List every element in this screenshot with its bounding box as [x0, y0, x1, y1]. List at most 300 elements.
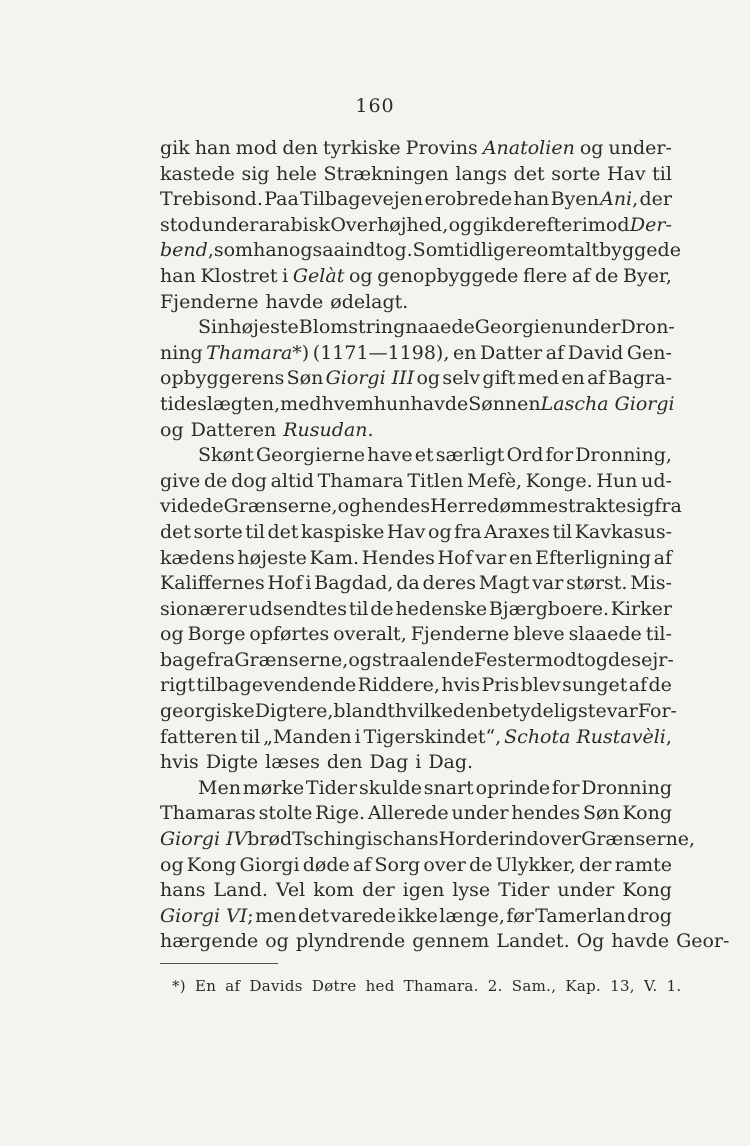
word: de [469, 853, 493, 876]
word: som [213, 239, 254, 262]
word: og [160, 418, 184, 441]
word: igen [402, 879, 445, 902]
text-line [160, 648, 672, 674]
word: Giorgi IV [160, 828, 248, 851]
word: Klostret [200, 264, 278, 287]
word: Datteren [190, 418, 277, 441]
word: Hof [437, 546, 473, 569]
word: Skønt [198, 444, 254, 467]
word: Men [198, 776, 241, 799]
word: til [552, 520, 573, 543]
word: Der- [629, 213, 672, 236]
word: Digte [205, 751, 259, 774]
word: Georgien [474, 316, 564, 339]
text-line [160, 622, 672, 648]
word: bleve [513, 623, 565, 646]
word: Giorgi VI; [160, 904, 254, 927]
word: kædens [160, 546, 235, 569]
word: Tamerlan [535, 904, 626, 927]
word: Horder [438, 828, 509, 851]
word: Søn [286, 367, 324, 390]
word: ramte [614, 853, 672, 876]
word: Hof [267, 572, 303, 595]
word: slaaede [568, 623, 642, 646]
word: han [160, 264, 196, 287]
word: hans [160, 879, 206, 902]
text-line [160, 801, 672, 827]
word: tilbagevendende [196, 674, 357, 697]
word: de [370, 597, 394, 620]
text-line [160, 673, 672, 699]
text-line [160, 853, 672, 879]
word: i [415, 751, 422, 774]
word: videde [160, 495, 224, 518]
word: en [508, 546, 533, 569]
word: Magt [478, 572, 530, 595]
paragraph [160, 136, 681, 315]
text-line [160, 597, 672, 623]
text-line [160, 136, 672, 162]
word: Gen- [626, 341, 672, 364]
word: ud- [641, 469, 672, 492]
word: med [517, 367, 560, 390]
word: plyndrende [295, 930, 406, 953]
text-line [160, 750, 672, 776]
word: et [414, 444, 434, 467]
word: af [587, 367, 606, 390]
text-line [160, 571, 672, 597]
word: Riddere, [357, 674, 440, 697]
word: Araxes [484, 520, 550, 543]
word: opbyggerens [160, 367, 285, 390]
word: Grænserne, [581, 828, 696, 851]
word: (1171—1198), [312, 341, 450, 364]
text-line [160, 290, 672, 316]
word: Rusudan. [283, 418, 374, 441]
text-line [160, 699, 677, 725]
word: Giorgi [239, 853, 300, 876]
word: omtalt [536, 239, 600, 262]
word: og [337, 495, 362, 518]
word: under [557, 879, 615, 902]
word: over [423, 853, 466, 876]
word: arabisk [258, 213, 330, 236]
word: hvilke [395, 700, 453, 723]
word: varede [330, 904, 397, 927]
text-line [160, 904, 672, 930]
word: modtog [535, 648, 608, 671]
word: Landet. [496, 930, 570, 953]
word: hvis [441, 674, 481, 697]
word: dog [231, 469, 267, 492]
word: Dag [369, 751, 409, 774]
word: Mis- [630, 572, 672, 595]
word: langs [455, 162, 507, 185]
word: Thamaras [160, 802, 256, 825]
word: Blomstring [298, 316, 406, 339]
word: mørke [242, 776, 305, 799]
word: blev [520, 674, 561, 697]
word: med [280, 392, 322, 415]
word: rigt [160, 674, 195, 697]
word: genopbyggede [377, 264, 519, 287]
word: havde [410, 392, 469, 415]
word: under [201, 213, 259, 236]
word: af [628, 674, 648, 697]
word: hun [373, 392, 411, 415]
word: og [428, 520, 452, 543]
text-line [160, 213, 672, 239]
word: og [579, 137, 604, 159]
word: for [551, 776, 580, 799]
word: georgiske [160, 700, 255, 723]
word: Rige. [315, 802, 365, 825]
word: Lascha Giorgi [540, 392, 675, 415]
word: højeste [237, 546, 307, 569]
word: og [160, 853, 184, 876]
word: sorte [193, 520, 243, 543]
word: længe, [439, 904, 505, 927]
text-line [160, 418, 672, 444]
word: der [639, 188, 672, 211]
word: for [545, 444, 574, 467]
word: hvis [160, 751, 199, 774]
word: var [475, 546, 507, 569]
word: have [367, 444, 413, 467]
word: naaede [405, 316, 475, 339]
word: overalt, [333, 623, 407, 646]
word: opførtes [249, 623, 330, 646]
text-line [160, 187, 672, 213]
word: bend, [160, 239, 214, 262]
word: Anatolien [482, 137, 575, 159]
word: han [194, 137, 231, 159]
text-line [160, 546, 672, 572]
word: derefter [502, 213, 582, 236]
text-line [160, 469, 672, 495]
word: gennem [412, 930, 490, 953]
word: til [245, 520, 265, 543]
word: Tider [498, 879, 550, 902]
word: Byer, [622, 264, 672, 287]
word: Datter [480, 341, 543, 364]
word: indtog. [344, 239, 413, 262]
word: sionærer [160, 597, 247, 620]
text-line [160, 878, 672, 904]
word: Herredømme [430, 495, 559, 518]
word: hele [276, 162, 317, 185]
word: mod [235, 137, 278, 159]
word: ning [160, 341, 203, 364]
word: sorte [551, 162, 601, 185]
word: døde [302, 853, 350, 876]
word: han [513, 188, 550, 211]
word: Konge. [525, 469, 593, 492]
word: bage [160, 648, 207, 671]
footnote: *) En af Davids Døtre hed Thamara. 2. Sam., Kap. 13, V. 1. [172, 977, 682, 995]
word: Sorg [374, 853, 421, 876]
word: det [297, 904, 329, 927]
footnote-divider [160, 963, 278, 964]
word: i [305, 572, 312, 595]
word: Kong [186, 853, 237, 876]
text-line [160, 443, 672, 469]
word: den [282, 137, 318, 159]
word: Paa [264, 188, 299, 211]
word: den [452, 700, 489, 723]
word: Og [576, 930, 605, 953]
word: til [348, 597, 369, 620]
word: af [571, 264, 591, 287]
word: fra [654, 495, 682, 518]
word: og [348, 264, 373, 287]
word: kastede [160, 162, 235, 185]
word: i [354, 725, 361, 748]
word: sig [626, 495, 655, 518]
word: under- [608, 137, 672, 159]
word: det [160, 520, 192, 543]
word: og [348, 648, 372, 671]
word: deres [422, 572, 476, 595]
word: Thamara [317, 469, 404, 492]
text-line [160, 725, 672, 751]
word: drog [627, 904, 672, 927]
word: Grænserne, [223, 495, 338, 518]
word: Byen [550, 188, 599, 211]
word: Bagra- [607, 367, 672, 390]
word: det [513, 162, 545, 185]
word: der [362, 879, 395, 902]
word: havde [611, 930, 670, 953]
text-line [160, 264, 672, 290]
word: strakte [558, 495, 627, 518]
word: stod [160, 213, 201, 236]
word: til [652, 162, 672, 185]
word: Kirker [610, 597, 672, 620]
paragraph [160, 443, 682, 776]
word: Efterligning [535, 546, 651, 569]
word: de [203, 469, 228, 492]
word: hvem [321, 392, 374, 415]
word: Søn [582, 802, 620, 825]
word: Georgierne [255, 444, 365, 467]
word: Trebisond. [160, 188, 263, 211]
text-line [160, 392, 675, 418]
word: Provins [405, 137, 478, 159]
word: en [452, 341, 477, 364]
text-line [160, 315, 675, 341]
word: Vel [275, 879, 306, 902]
word: før [506, 904, 534, 927]
word: over [538, 828, 582, 851]
word: lyse [452, 879, 491, 902]
word: oprinde [475, 776, 551, 799]
word: skulde [358, 776, 422, 799]
word: hedenske [395, 597, 488, 620]
word: de [648, 674, 672, 697]
word: fra [206, 648, 235, 671]
word: Hav [606, 162, 646, 185]
word: en [561, 367, 585, 390]
word: blandt [333, 700, 396, 723]
word: af [653, 546, 672, 569]
word: Fjenderne [410, 623, 510, 646]
word: gift [482, 367, 516, 390]
word: Strækningen [323, 162, 449, 185]
word: den [326, 751, 363, 774]
word: Hendes [361, 546, 435, 569]
word: Fjenderne [160, 290, 259, 313]
word: Tilbagevejen [300, 188, 424, 211]
word: hendes [511, 802, 581, 825]
word: give [160, 469, 201, 492]
word: hendes [361, 495, 431, 518]
word: størst. [566, 572, 628, 595]
word: de [594, 264, 619, 287]
word: og [265, 930, 289, 953]
text-line [160, 494, 682, 520]
word: Grænserne, [234, 648, 349, 671]
word: sig [241, 162, 270, 185]
word: var [606, 700, 638, 723]
word: af [352, 853, 372, 876]
word: der [579, 853, 612, 876]
word: Giorgi III [325, 367, 415, 390]
word: sunget [562, 674, 628, 697]
word: til- [645, 623, 672, 646]
word: Borge [187, 623, 246, 646]
word: under [563, 316, 621, 339]
word: straalende [371, 648, 475, 671]
word: og [416, 367, 441, 390]
word: Thamara*) [206, 341, 310, 364]
word: under [451, 802, 509, 825]
word: fatteren [160, 725, 238, 748]
word: sejr- [631, 648, 674, 671]
word: Tschingischans [292, 828, 439, 851]
word: han [253, 239, 289, 262]
word: udsendtes [248, 597, 347, 620]
word: det [267, 520, 299, 543]
word: særligt [435, 444, 505, 467]
word: Dronning [581, 776, 672, 799]
word: Dronning, [575, 444, 672, 467]
word: Hav [386, 520, 426, 543]
word: Kong [622, 879, 672, 902]
page-number: 160 [355, 95, 395, 117]
word: Tigerskindet“, [363, 725, 502, 748]
word: da [396, 572, 420, 595]
word: tidligere [455, 239, 537, 262]
word: David [567, 341, 624, 364]
word: brød [247, 828, 293, 851]
word: ogsaa [288, 239, 345, 262]
word: kaspiske [301, 520, 385, 543]
word: fra [454, 520, 482, 543]
word: flere [523, 264, 568, 287]
word: men [255, 904, 297, 927]
word: og [160, 623, 184, 646]
word: Bagdad, [314, 572, 394, 595]
word: de [608, 648, 632, 671]
word: Som [412, 239, 456, 262]
text-line [160, 238, 681, 264]
word: til [240, 725, 261, 748]
word: Sin [198, 316, 230, 339]
text-line [160, 341, 672, 367]
text-line [160, 776, 672, 802]
word: Overhøjhed, [330, 213, 449, 236]
word: Gelàt [292, 264, 345, 287]
word: Sønnen [468, 392, 541, 415]
word: højeste [229, 316, 299, 339]
word: Ulykker, [495, 853, 576, 876]
word: Fester [474, 648, 536, 671]
word: Kam. [309, 546, 360, 569]
word: Pris [481, 674, 520, 697]
word: For- [637, 700, 677, 723]
word: „Manden [263, 725, 352, 748]
word: ikke [397, 904, 438, 927]
word: Mefè, [467, 469, 523, 492]
word: gik [160, 137, 190, 159]
word: af [545, 341, 565, 364]
text-line [160, 520, 672, 546]
word: gik [472, 213, 503, 236]
word: læses [265, 751, 320, 774]
word: Geor- [676, 930, 730, 953]
word: stolte [258, 802, 313, 825]
paragraph [160, 776, 730, 955]
word: imod [581, 213, 630, 236]
word: Schota Rustavèli, [504, 725, 672, 748]
word: Kavkasus- [574, 520, 672, 543]
word: Land. [213, 879, 268, 902]
word: erobrede [424, 188, 513, 211]
word: Ani, [600, 188, 639, 211]
word: Bjærgboere. [488, 597, 609, 620]
word: Digtere, [254, 700, 334, 723]
word: Allerede [367, 802, 449, 825]
text-line [160, 827, 696, 853]
word: Dron- [620, 316, 675, 339]
word: ind [508, 828, 539, 851]
word: tideslægten, [160, 392, 281, 415]
text-line [160, 929, 730, 955]
word: selv [442, 367, 481, 390]
word: altid [270, 469, 314, 492]
word: Ord [506, 444, 544, 467]
word: og [448, 213, 473, 236]
word: Hun [596, 469, 638, 492]
word: Tider [305, 776, 358, 799]
word: i [282, 264, 289, 287]
word: var [532, 572, 564, 595]
word: Dag. [428, 751, 474, 774]
word: snart [423, 776, 474, 799]
word: Kaliffernes [160, 572, 265, 595]
word: tyrkiske [323, 137, 401, 159]
word: kom [313, 879, 355, 902]
main-text [160, 136, 730, 955]
word: byggede [599, 239, 681, 262]
paragraph [160, 315, 675, 443]
text-line [160, 162, 672, 188]
word: betydeligste [488, 700, 607, 723]
word: havde [265, 290, 324, 313]
word: Titlen [407, 469, 464, 492]
word: Kong [622, 802, 672, 825]
